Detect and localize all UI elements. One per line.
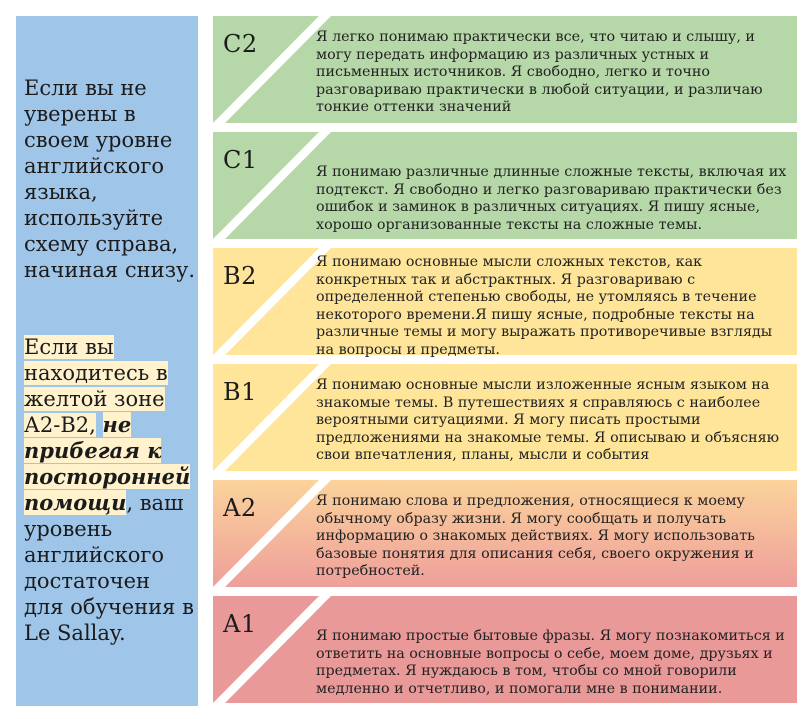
level-a1: [213, 596, 797, 703]
emphasis-text: не прибегая к посторонней помощи: [24, 412, 191, 515]
level-b1: [213, 364, 797, 471]
level-description: Я понимаю слова и предложения, относящиеся к моему обычному образу жизни. Я могу сообщать и получать информацию о знакомых действиях. Я могу использовать базовые понятия для описания себя, своего окружения и потребностей.: [316, 493, 755, 580]
level-a2: [213, 480, 797, 587]
level-code: A2: [223, 494, 257, 522]
highlighted-text: Если вы находитесь в желтой зоне А2-В2,: [24, 335, 168, 437]
level-c2: [213, 16, 797, 123]
sidebar-yellow-zone-text: [24, 334, 196, 646]
sidebar-panel: [16, 16, 198, 706]
level-description: Я понимаю простые бытовые фразы. Я могу познакомиться и ответить на основные вопросы о себе, моем доме, друзьях и предметах. Я нуждаюсь в том, чтобы со мной говорили медленно и отчетливо, и помогали мне в понимании.: [316, 628, 785, 697]
level-code: C2: [223, 30, 258, 58]
level-code: C1: [223, 146, 258, 174]
level-description: Я понимаю основные мысли изложенные ясным языком на знакомые темы. В путешествиях я справляюсь с наиболее вероятными ситуациями. Я могу писать простыми предложениями на знакомые темы. Я описываю и объясняю свои впечатления, планы, мысли и события: [316, 377, 780, 464]
level-b2: [213, 248, 797, 358]
level-code: A1: [223, 610, 257, 638]
level-description: Я легко понимаю практически все, что читаю и слышу, и могу передать информацию из различных устных и письменных источников. Я свободно, легко и точно разговариваю практически в любой ситуации, и различаю тонкие оттенки значений: [316, 29, 763, 116]
level-description: Я понимаю различные длинные сложные тексты, включая их подтекст. Я свободно и легко разговариваю практически без ошибок и заминок в различных ситуациях. Я пишу ясные, хорошо организованные тексты на сложные темы.: [316, 164, 787, 233]
level-code: B1: [223, 378, 257, 406]
sidebar-intro-text: Если вы не уверены в своем уровне английского языка, используйте схему справа, начиная снизу.: [24, 76, 196, 282]
sidebar-tail-text: , ваш уровень английского достаточен для обучения в Le Sallay.: [24, 491, 194, 645]
level-code: B2: [223, 262, 257, 290]
level-c1: [213, 132, 797, 239]
level-description: Я понимаю основные мысли сложных текстов, как конкретных так и абстрактных. Я разговариваю с определенной степенью свободы, не утомляясь в течение некоторого времени.Я пишу ясные, подробные тексты на различные темы и могу выражать противоречивые взгляды на вопросы и предметы.: [316, 254, 773, 358]
